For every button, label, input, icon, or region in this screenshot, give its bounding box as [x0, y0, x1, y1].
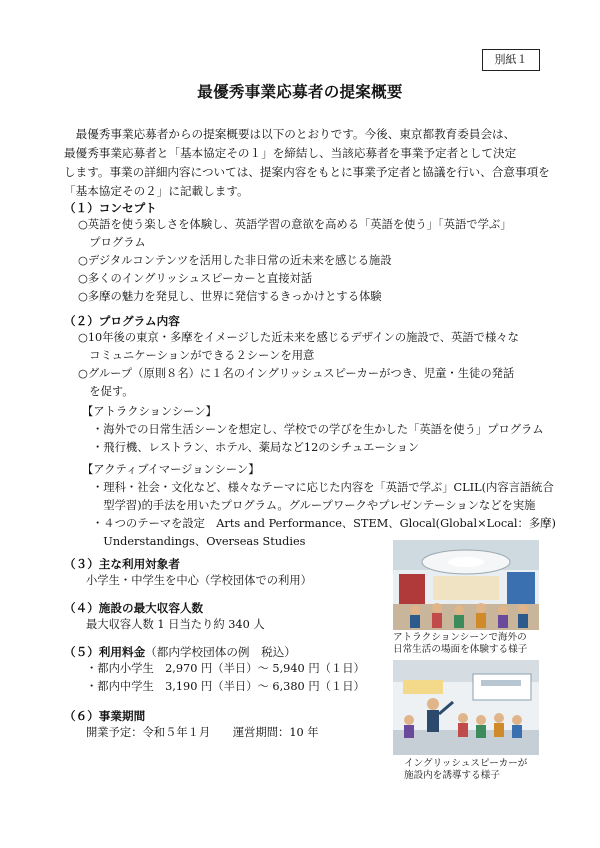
section-heading-program: （２）プログラム内容 [64, 314, 180, 328]
caption-line: 日常生活の場面を体験する様子 [393, 644, 528, 655]
guide-scene-caption [404, 758, 527, 782]
section-heading-concept: （１）コンセプト [64, 201, 157, 215]
caption-line: アトラクションシーンで海外の [393, 632, 527, 643]
attraction-line: ・海外での日常生活シーンを想定し、学校での学びを生かした「英語を使う」プログラム [92, 423, 544, 436]
intro-line: します。事業の詳細内容については、提案内容をもとに事業予定者と協議を行い、合意事項を [64, 165, 550, 179]
fee-line: ・都内小学生 2,970 円（半日）～ 5,940 円（１日） [86, 662, 365, 675]
fee-line: ・都内中学生 3,190 円（半日）～ 6,380 円（１日） [86, 680, 365, 693]
period-text: 開業予定：令和５年１月 運営期間：10 年 [86, 726, 319, 739]
section-heading-capacity: （４）施設の最大収容人数 [64, 601, 204, 615]
intro-line: 最優秀事業応募者と「基本協定その１」を締結し、当該応募者を事業予定者として決定 [64, 146, 517, 160]
intro-line: 最優秀事業応募者からの提案概要は以下のとおりです。今後、東京都教育委員会は、 [64, 127, 516, 141]
concept-line: ○英語を使う楽しさを体験し、英語学習の意欲を高める「英語を使う」「英語で学ぶ」 [78, 218, 512, 231]
caption-line: 施設内を誘導する様子 [404, 770, 500, 781]
active-line: Understandings、Overseas Studies [92, 535, 306, 548]
intro-paragraph [64, 125, 550, 201]
attachment-label: 別紙１ [482, 49, 540, 71]
intro-line: 「基本協定その２」に記載します。 [64, 184, 249, 198]
concept-line: プログラム [78, 236, 146, 249]
section-heading-target: （３）主な利用対象者 [64, 557, 180, 571]
attraction-scene-caption [393, 632, 527, 656]
target-text: 小学生・中学生を中心（学校団体での利用） [86, 574, 312, 587]
fee-heading-note: （都内学校団体の例 税込） [145, 645, 296, 659]
program-line: コミュニケーションができる２シーンを用意 [78, 349, 315, 362]
concept-line: ○デジタルコンテンツを活用した非日常の近未来を感じる施設 [78, 254, 392, 267]
active-line: 型学習)的手法を用いたプログラム。グループワークやプレゼンテーションなどを実施 [92, 499, 536, 512]
active-line: ・４つのテーマを設定 Arts and Performance、STEM、Glocal(Global×Local：多摩) [92, 517, 556, 530]
page-title: 最優秀事業応募者の提案概要 [197, 82, 403, 101]
attraction-scene-illustration [393, 540, 539, 630]
attraction-line: ・飛行機、レストラン、ホテル、薬局など12のシチュエーション [92, 441, 420, 454]
caption-line: イングリッシュスピーカーが [404, 758, 528, 769]
section-heading-fee [64, 644, 296, 660]
program-line: を促す。 [78, 385, 134, 398]
program-line: ○グループ（原則８名）に１名のイングリッシュスピーカーがつき、児童・生徒の発話 [78, 367, 515, 380]
attraction-heading: 【アトラクションシーン】 [82, 405, 217, 418]
program-line: ○10年後の東京・多摩をイメージした近未来を感じるデザインの施設で、英語で様々な [78, 331, 519, 344]
fee-heading-label: （５）利用料金 [64, 645, 146, 659]
concept-line: ○多くのイングリッシュスピーカーと直接対話 [78, 272, 313, 285]
section-heading-period: （６）事業期間 [64, 709, 146, 723]
active-immersion-heading: 【アクティブイマージョンシーン】 [82, 463, 260, 476]
active-line: ・理科・社会・文化など、様々なテーマに応じた内容を「英語で学ぶ」CLIL(内容言語統合 [92, 481, 554, 494]
concept-line: ○多摩の魅力を発見し、世界に発信するきっかけとする体験 [78, 290, 382, 303]
capacity-text: 最大収容人数 1 日当たり約 340 人 [86, 618, 265, 631]
guide-scene-illustration [393, 660, 539, 755]
